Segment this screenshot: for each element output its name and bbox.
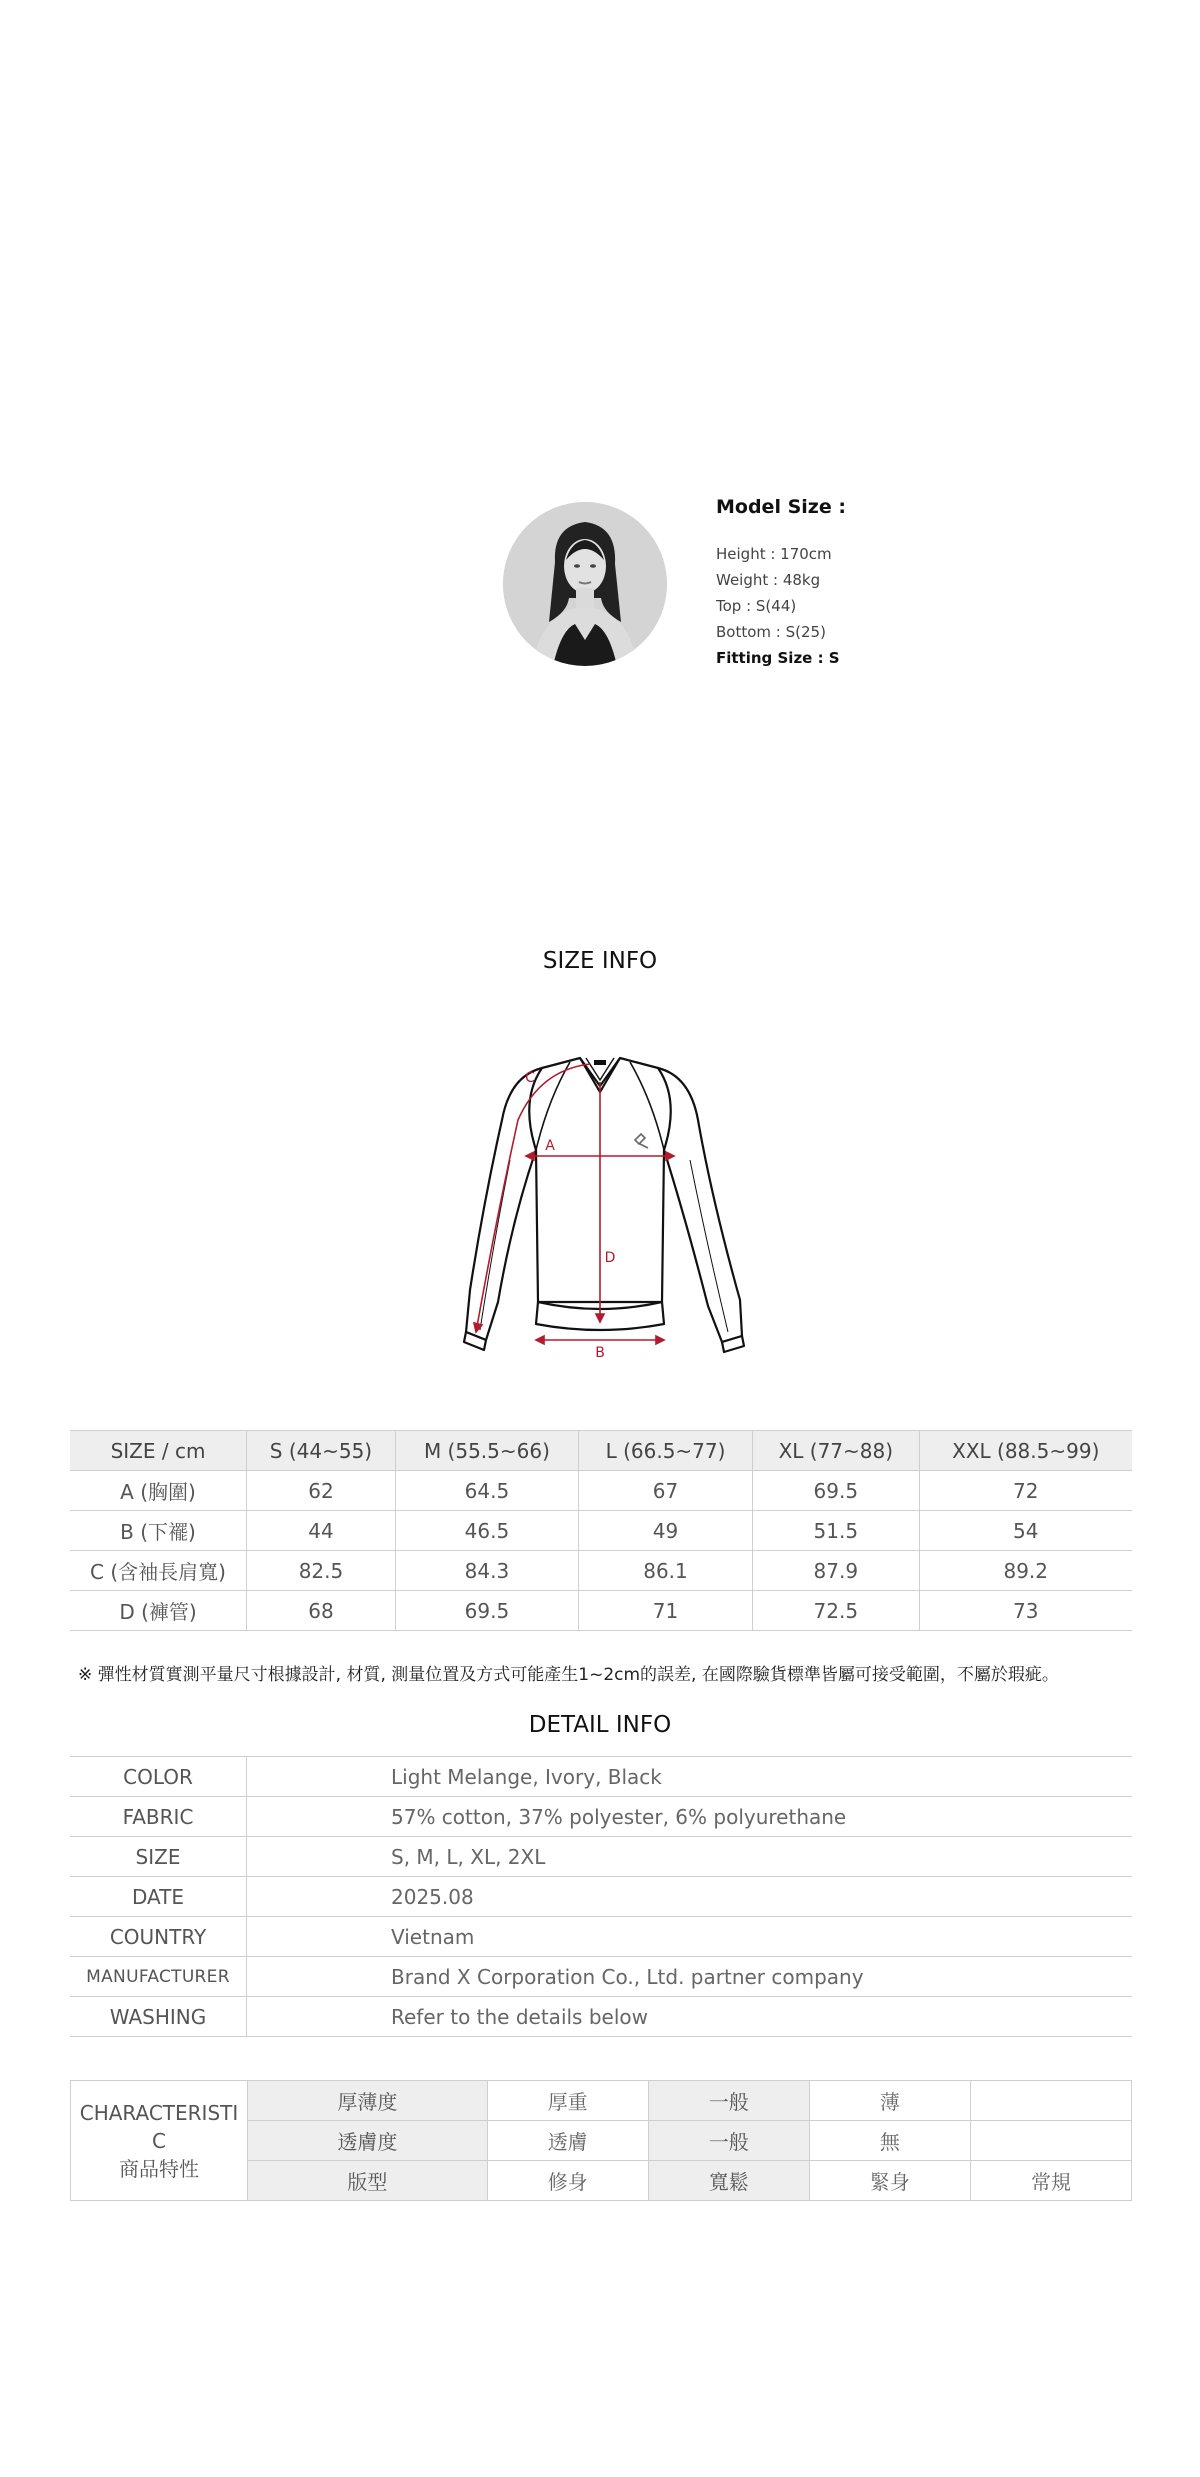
size-cell: 69.5 — [753, 1471, 919, 1511]
model-size-block — [503, 490, 903, 670]
table-row — [70, 1511, 1132, 1551]
char-option: 緊身 — [809, 2161, 970, 2201]
char-option-selected: 寬鬆 — [648, 2161, 809, 2201]
table-row — [70, 1877, 1132, 1917]
size-row-label: A (胸圍) — [70, 1471, 247, 1511]
model-height: Height : 170cm — [716, 545, 832, 563]
size-cell: 46.5 — [395, 1511, 578, 1551]
size-row-label: C (含袖長肩寬) — [70, 1551, 247, 1591]
table-row — [70, 1837, 1132, 1877]
size-cell: 87.9 — [753, 1551, 919, 1591]
table-row — [70, 1797, 1132, 1837]
diagram-label-d: D — [604, 1250, 616, 1266]
size-row-label: B (下襬) — [70, 1511, 247, 1551]
characteristic-table — [70, 2080, 1132, 2201]
detail-key: DATE — [70, 1877, 247, 1917]
detail-value: Brand X Corporation Co., Ltd. partner company — [247, 1957, 1133, 1997]
detail-value: Light Melange, Ivory, Black — [247, 1757, 1133, 1797]
size-table — [70, 1430, 1132, 1631]
model-top-size: Top : S(44) — [716, 597, 797, 615]
size-header-cell: XXL (88.5~99) — [919, 1431, 1132, 1471]
size-cell: 82.5 — [247, 1551, 396, 1591]
model-weight: Weight : 48kg — [716, 571, 821, 589]
size-cell: 84.3 — [395, 1551, 578, 1591]
detail-key: WASHING — [70, 1997, 247, 2037]
char-option: 透膚 — [487, 2121, 648, 2161]
char-option-selected: 一般 — [648, 2121, 809, 2161]
char-option: 無 — [809, 2121, 970, 2161]
size-info-title: SIZE INFO — [542, 948, 658, 974]
detail-key: COUNTRY — [70, 1917, 247, 1957]
diagram-label-c: C — [525, 1070, 535, 1086]
detail-value: 2025.08 — [247, 1877, 1133, 1917]
diagram-label-b: B — [595, 1345, 605, 1360]
table-row — [71, 2081, 1132, 2121]
model-portrait-image — [503, 502, 667, 666]
char-option: 薄 — [809, 2081, 970, 2121]
detail-key: COLOR — [70, 1757, 247, 1797]
table-row — [70, 1551, 1132, 1591]
char-option-selected: 一般 — [648, 2081, 809, 2121]
size-cell: 62 — [247, 1471, 396, 1511]
char-option — [970, 2121, 1131, 2161]
table-row — [70, 1917, 1132, 1957]
model-avatar — [503, 502, 667, 666]
detail-key: FABRIC — [70, 1797, 247, 1837]
model-bottom-size: Bottom : S(25) — [716, 623, 826, 641]
size-header-cell: M (55.5~66) — [395, 1431, 578, 1471]
model-fitting-size: Fitting Size : S — [716, 649, 840, 667]
size-cell: 89.2 — [919, 1551, 1132, 1591]
size-cell: 72 — [919, 1471, 1132, 1511]
model-info — [716, 490, 846, 671]
size-cell: 86.1 — [578, 1551, 752, 1591]
char-option: 厚重 — [487, 2081, 648, 2121]
detail-info-title: DETAIL INFO — [528, 1712, 672, 1738]
table-row — [70, 1997, 1132, 2037]
size-cell: 64.5 — [395, 1471, 578, 1511]
char-option: 修身 — [487, 2161, 648, 2201]
size-cell: 69.5 — [395, 1591, 578, 1631]
diagram-label-a: A — [545, 1138, 555, 1154]
size-cell: 73 — [919, 1591, 1132, 1631]
detail-value: Vietnam — [247, 1917, 1133, 1957]
size-cell: 51.5 — [753, 1511, 919, 1551]
characteristic-label — [71, 2081, 248, 2201]
detail-key: MANUFACTURER — [70, 1957, 247, 1997]
size-cell: 68 — [247, 1591, 396, 1631]
table-row — [70, 1471, 1132, 1511]
characteristic-label-zh: 商品特性 — [119, 2156, 199, 2181]
detail-value: S, M, L, XL, 2XL — [247, 1837, 1133, 1877]
size-cell: 49 — [578, 1511, 752, 1551]
detail-table — [70, 1756, 1132, 2037]
size-header-cell: SIZE / cm — [70, 1431, 247, 1471]
size-header-cell: S (44~55) — [247, 1431, 396, 1471]
size-table-header — [70, 1431, 1132, 1471]
characteristic-label-en-2: C — [152, 2128, 166, 2153]
table-row — [70, 1957, 1132, 1997]
size-row-label: D (褲管) — [70, 1591, 247, 1631]
char-option: 常規 — [970, 2161, 1131, 2201]
size-cell: 67 — [578, 1471, 752, 1511]
table-row — [70, 1591, 1132, 1631]
char-option — [970, 2081, 1131, 2121]
detail-key: SIZE — [70, 1837, 247, 1877]
size-header-cell: XL (77~88) — [753, 1431, 919, 1471]
size-cell: 72.5 — [753, 1591, 919, 1631]
char-attribute: 透膚度 — [248, 2121, 488, 2161]
model-size-title: Model Size : — [716, 496, 846, 518]
garment-measurement-diagram — [450, 1040, 750, 1360]
size-cell: 44 — [247, 1511, 396, 1551]
measurement-note: ※ 彈性材質實測平量尺寸根據設計, 材質, 測量位置及方式可能產生1~2cm的誤差, 在國際驗貨標準皆屬可接受範圍，不屬於瑕疵。 — [78, 1665, 1059, 1685]
size-header-cell: L (66.5~77) — [578, 1431, 752, 1471]
detail-value: Refer to the details below — [247, 1997, 1133, 2037]
table-row — [70, 1757, 1132, 1797]
char-attribute: 版型 — [248, 2161, 488, 2201]
size-cell: 71 — [578, 1591, 752, 1631]
characteristic-label-en-1: CHARACTERISTI — [79, 2100, 239, 2125]
detail-value: 57% cotton, 37% polyester, 6% polyurethane — [247, 1797, 1133, 1837]
size-cell: 54 — [919, 1511, 1132, 1551]
char-attribute: 厚薄度 — [248, 2081, 488, 2121]
